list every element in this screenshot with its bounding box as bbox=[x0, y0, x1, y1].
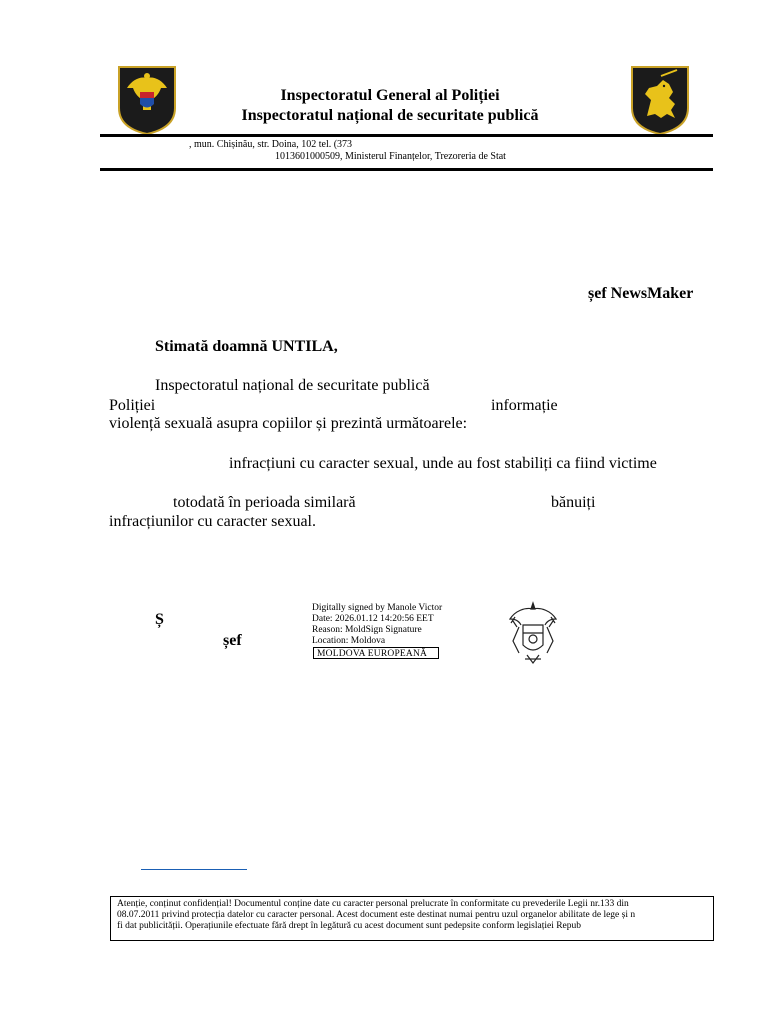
digital-signature-location: Location: Moldova bbox=[312, 636, 386, 646]
body-p1-line1: Inspectoratul național de securitate publică bbox=[155, 377, 430, 394]
body-p2-line1: infracțiuni cu caracter sexual, unde au fost stabiliți ca fiind victime bbox=[229, 455, 657, 472]
footer-link-underline bbox=[141, 869, 247, 870]
digital-signature-signer: Digitally signed by Manole Victor bbox=[312, 603, 443, 613]
body-p3-line2: infracțiunilor cu caracter sexual. bbox=[109, 513, 316, 530]
digital-signature-block bbox=[312, 603, 442, 647]
body-p3-line1a: totodată în perioada similară bbox=[173, 494, 356, 511]
header-address-line1: , mun. Chișinău, str. Doina, 102 tel. (373 bbox=[189, 139, 353, 150]
body-p3-line1b: bănuiți bbox=[551, 494, 596, 511]
digital-signature-stamp: MOLDOVA EUROPEANĂ bbox=[313, 647, 439, 659]
signature-role: șef bbox=[223, 632, 242, 649]
body-p1-line2a: Poliției bbox=[109, 397, 156, 414]
header-top-rule bbox=[100, 134, 713, 137]
recipient-title: șef NewsMaker bbox=[588, 285, 694, 302]
header-bottom-rule bbox=[100, 168, 713, 171]
body-p1-line3: violență sexuală asupra copiilor și prezintă următoarele: bbox=[109, 415, 468, 432]
body-p1-line2b: informație bbox=[491, 397, 558, 414]
digital-signature-reason: Reason: MoldSign Signature bbox=[312, 625, 422, 635]
confidentiality-line2: 08.07.2011 privind protecția datelor cu caracter personal. Acest document este destinat numai pentru uzul organelor abilitate de lege și n bbox=[117, 910, 636, 920]
header-institution-line1: Inspectoratul General al Poliției bbox=[280, 87, 500, 104]
confidentiality-line3: fi dat publicității. Operațiunile efectuate fără drept în legătură cu acest document sunt pedepsite conform legislației Repub bbox=[117, 921, 582, 931]
moldova-state-seal-icon bbox=[505, 597, 562, 669]
confidentiality-line1: Atenție, conținut confidențial! Documentul conține date cu caracter personal prelucrate în conformitate cu prevederile Legii nr.133 din bbox=[117, 899, 629, 909]
header-address-line2: 1013601000509, Ministerul Finanțelor, Trezoreria de Stat bbox=[275, 151, 506, 162]
confidentiality-notice bbox=[110, 896, 714, 941]
signature-initial: Ș bbox=[155, 611, 164, 628]
moldova-coat-of-arms-icon bbox=[116, 64, 178, 136]
digital-signature-date: Date: 2026.01.12 14:20:56 EET bbox=[312, 614, 434, 624]
header-institution-line2: Inspectoratul național de securitate publică bbox=[241, 107, 539, 124]
salutation: Stimată doamnă UNTILA, bbox=[155, 338, 338, 355]
lion-police-emblem-icon bbox=[629, 64, 691, 136]
